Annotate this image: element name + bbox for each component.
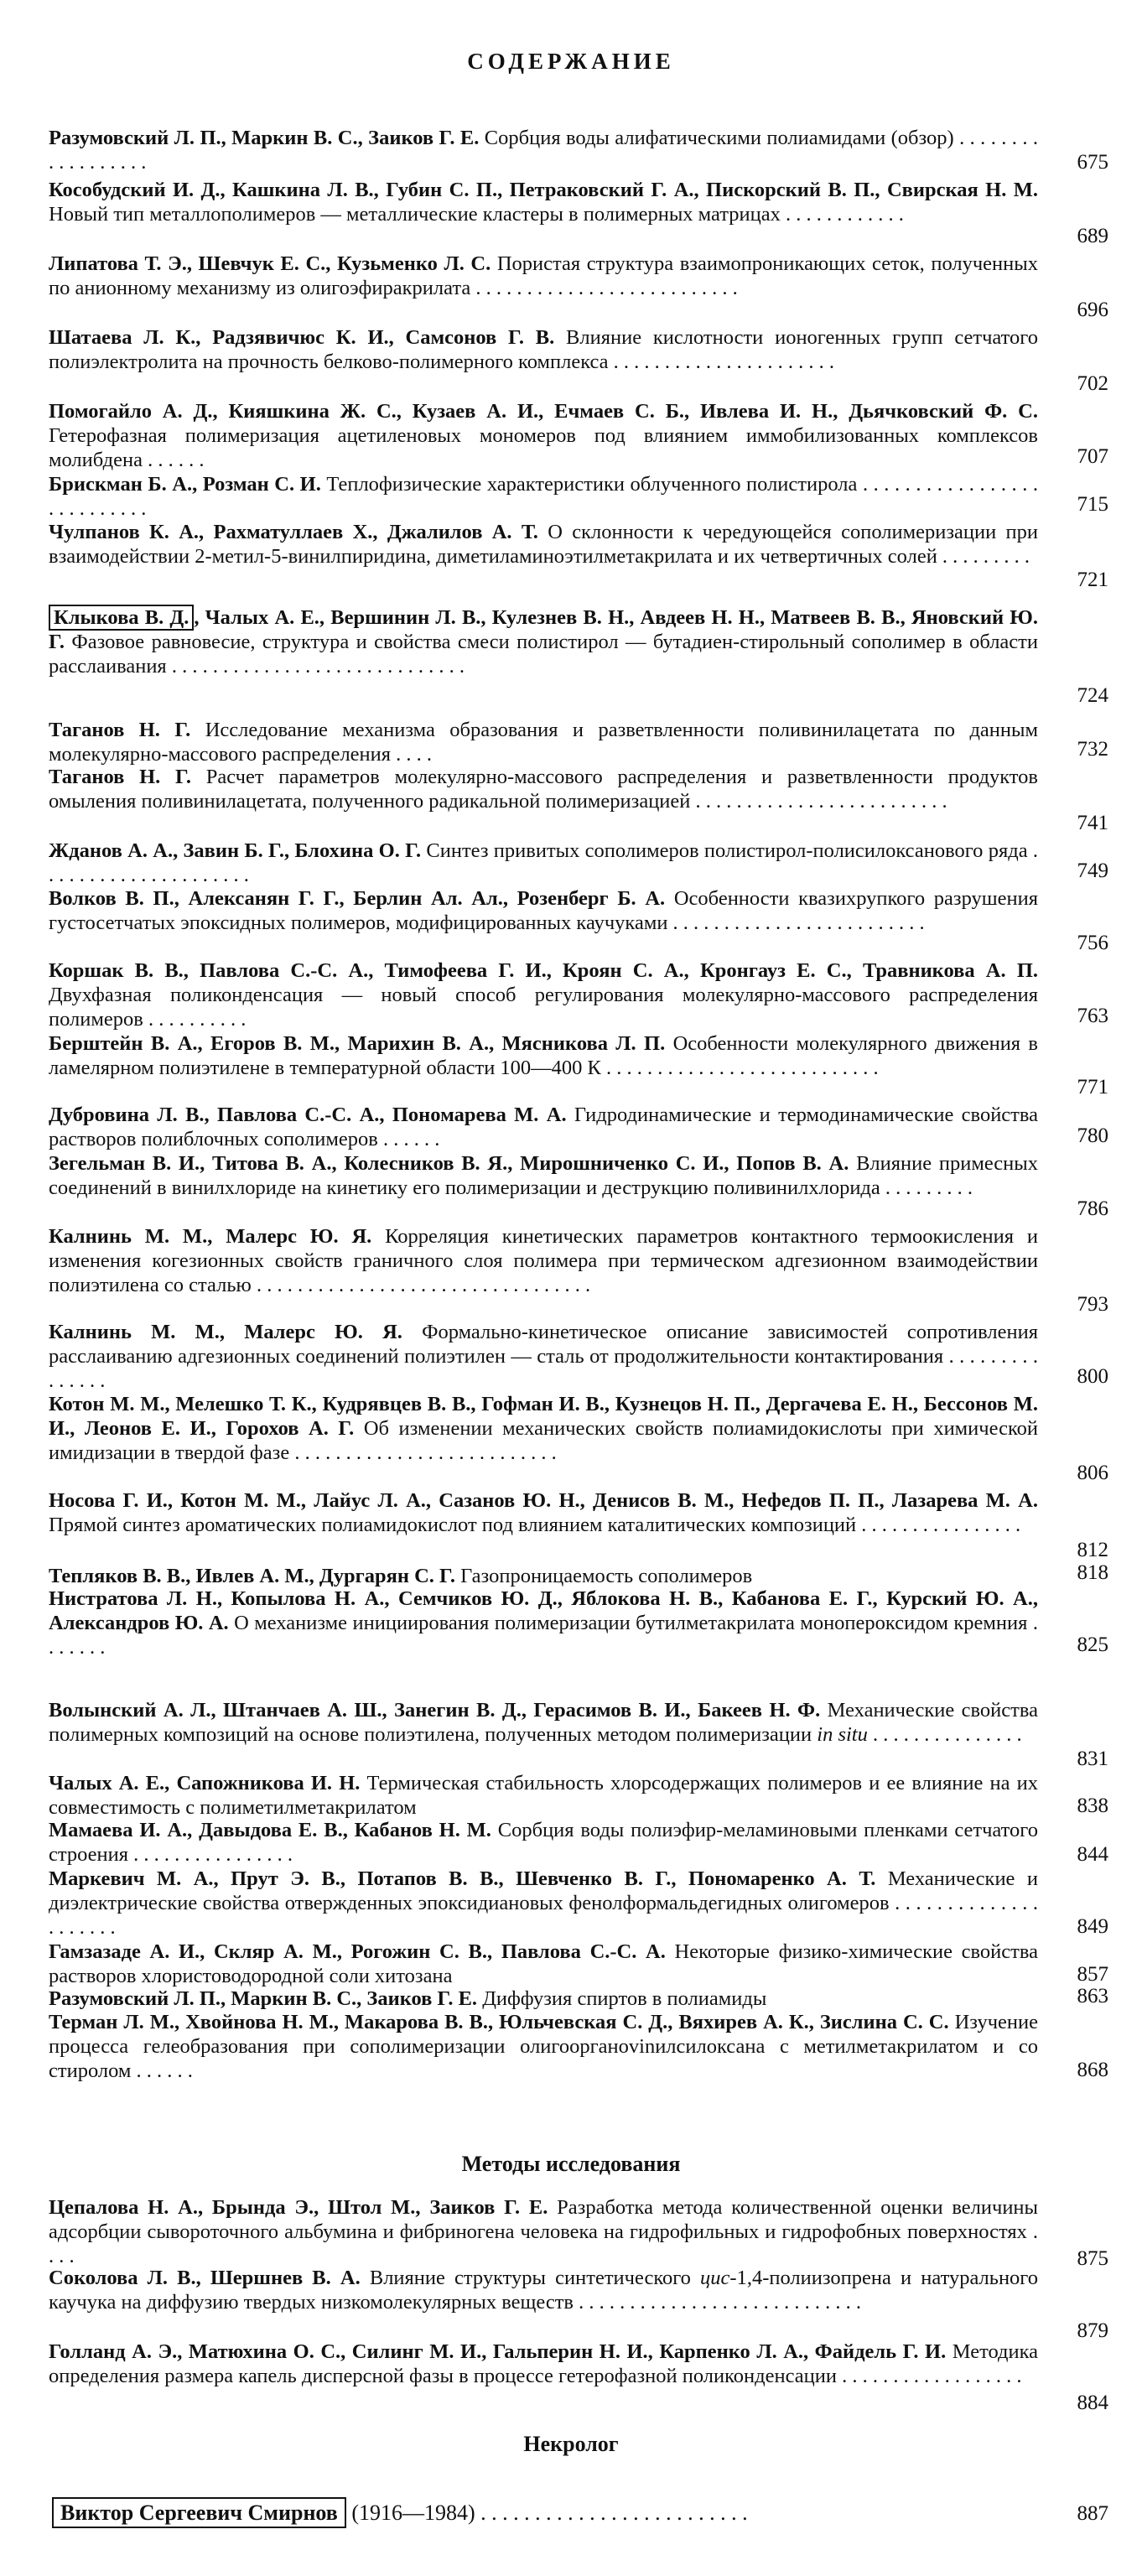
entry-authors: Носова Г. И., Котон М. М., Лайус Л. А., Сазанов Ю. Н., Денисов В. М., Нефедов П. П., Лазарева М. А.: [49, 1489, 1038, 1512]
entry-page-number: 732: [1077, 738, 1108, 761]
entry-page-number: 702: [1077, 372, 1108, 395]
section-heading-methods: Методы исследования: [461, 2152, 681, 2176]
entry-authors: Таганов Н. Г.: [49, 766, 191, 788]
toc-entry: [49, 2340, 1038, 2388]
obituary-name: Виктор Сергеевич Смирнов: [52, 2497, 346, 2528]
entry-authors: Разумовский Л. П., Маркин В. С., Заиков Г. Е.: [49, 127, 480, 149]
entry-title: О механизме инициирования полимеризации бутилметакрилата монопероксидом кремния . . . . . . .: [49, 1612, 1038, 1659]
entry-authors-boxed: Клыкова В. Д.: [49, 605, 194, 631]
entry-authors: Мамаева И. А., Давыдова Е. В., Кабанов Н. М.: [49, 1819, 491, 1841]
obituary-page: 887: [1077, 2502, 1108, 2525]
entry-title-italic: цис: [700, 2267, 730, 2289]
entry-page-number: 786: [1077, 1197, 1108, 1220]
entry-page-number: 825: [1077, 1633, 1108, 1656]
entry-authors: Жданов А. А., Завин Б. Г., Блохина О. Г.: [49, 839, 422, 862]
toc-entry: [49, 1224, 1038, 1297]
toc-entry: [49, 605, 1038, 678]
entry-authors: , Чалых А. Е., Вершинин Л. В., Кулезнев В. Н., Авдеев Н. Н., Матвеев В. В., Яновский Ю. Г.: [49, 606, 1039, 653]
toc-entry: [49, 718, 1038, 766]
entry-authors: Калнинь М. М., Малерс Ю. Я.: [49, 1225, 372, 1248]
entry-title: Исследование механизма образования и разветвленности поливинилацетата по данным молекулярно-массового распределения . . . .: [49, 719, 1038, 766]
toc-entry: [49, 1488, 1038, 1537]
toc-entry: [49, 958, 1038, 1031]
entry-title: Гетерофазная полимеризация ацетиленовых мономеров под влиянием иммобилизованных комплексов молибдена . . . . . .: [49, 424, 1038, 471]
entry-title: Некоторые физико-химические свойства растворов хлористоводородной соли хитозана: [49, 1940, 1038, 1987]
entry-page-number: 763: [1077, 1005, 1108, 1027]
toc-entry: [49, 2195, 1038, 2268]
entry-title: Корреляция кинетических параметров контактного термоокисления и изменения когезионных свойств граничного слоя полимера при термическом адгезионном взаимодействии полиэтилена со сталью . . . . . . . . . . . . . . . . . . . . . . . . . . . . . . . . .: [49, 1225, 1038, 1296]
toc-entry: [49, 252, 1038, 300]
entry-page-number: 831: [1077, 1748, 1108, 1770]
toc-entry: [49, 399, 1038, 472]
toc-entry: [49, 126, 1038, 174]
obituary-years: (1916—1984) . . . . . . . . . . . . . . . . . . . . . . . . .: [351, 2501, 748, 2525]
toc-entry: [49, 1771, 1038, 1820]
toc-entry: [49, 1818, 1038, 1867]
entry-page-number: 771: [1077, 1076, 1108, 1098]
entry-authors: Голланд А. Э., Матюхина О. С., Силинг М. И., Гальперин Н. И., Карпенко Л. А., Файдель Г. И.: [49, 2340, 947, 2363]
entry-title: Изучение процесса гелеобразования при сополимеризации олигоорганоvinилсилоксана с метилметакрилатом и со стиролом . . . . . .: [49, 2011, 1039, 2082]
toc-entry: [49, 325, 1038, 374]
entry-page-number: 838: [1077, 1794, 1108, 1817]
entry-title: Гидродинамические и термодинамические свойства растворов полиблочных сополимеров . . . . . .: [49, 1104, 1038, 1150]
entry-authors: Дубровина Л. В., Павлова С.-С. А., Пономарева М. А.: [49, 1104, 567, 1126]
toc-entry: [49, 520, 1038, 569]
entry-page-number: 707: [1077, 445, 1108, 468]
entry-authors: Маркевич М. А., Прут Э. В., Потапов В. В., Шевченко В. Г., Пономаренко А. Т.: [49, 1867, 876, 1890]
entry-page-number: 721: [1077, 569, 1108, 591]
toc-entry: [49, 1151, 1038, 1200]
entry-authors: Нистратова Л. Н., Копылова Н. А., Семчиков Ю. Д., Яблокова Н. В., Кабанова Е. Г., Курский Ю. А., Александров Ю. А.: [49, 1587, 1038, 1634]
entry-page-number: 857: [1077, 1963, 1108, 1986]
entry-title: Фазовое равновесие, структура и свойства смеси полистирол — бутадиен-стирольный сополимер в области расслаивания . . . . . . . . . . . . . . . . . . . . . . . . . . . . .: [49, 631, 1038, 678]
toc-entry: [49, 1867, 1038, 1940]
toc-entry: [49, 1320, 1038, 1393]
entry-page-number: 675: [1077, 151, 1108, 174]
entry-page-number: 696: [1077, 299, 1108, 321]
entry-title: Формально-кинетическое описание зависимостей сопротивления расслаиванию адгезионных соединений полиэтилен — сталь от продолжительности контактирования . . . . . . . . . . . . . . .: [49, 1321, 1038, 1392]
entry-title: Методика определения размера капель дисперсной фазы в процессе гетерофазной поликонденсации . . . . . . . . . . . . . . . . . .: [49, 2340, 1039, 2387]
entry-authors: Брискман Б. А., Розман С. И.: [49, 473, 321, 496]
entry-title: Механические и диэлектрические свойства отвержденных эпоксидиановых фенолформальдегидных олигомеров . . . . . . . . . . . . . . . . . . . . .: [49, 1867, 1038, 1939]
entry-page-number: 868: [1077, 2059, 1108, 2081]
entry-title: Диффузия спиртов в полиамиды: [477, 1987, 767, 2010]
entry-authors: Шатаева Л. К., Радзявичюс К. И., Самсонов Г. В.: [49, 326, 555, 349]
toc-entry: [49, 472, 1038, 521]
entry-page-number: 844: [1077, 1843, 1108, 1866]
entry-authors: Зегельман В. И., Титова В. А., Колесников В. Я., Мирошниченко С. И., Попов В. А.: [49, 1152, 849, 1175]
entry-title: Новый тип металлополимеров — металлические кластеры в полимерных матрицах . . . . . . . . . . . .: [49, 203, 904, 226]
entry-title: Влияние примесных соединений в винилхлориде на кинетику его полимеризации и деструкцию поливинилхлорида . . . . . . . . .: [49, 1152, 1039, 1199]
entry-authors: Берштейн В. А., Егоров В. М., Марихин В. А., Мясникова Л. П.: [49, 1032, 666, 1055]
toc-entry: [49, 1587, 1038, 1659]
entry-title: Двухфазная поликонденсация — новый способ регулирования молекулярно-массового распределения полимеров . . . . . . . . . .: [49, 984, 1038, 1031]
page-title: СОДЕРЖАНИЕ: [467, 49, 675, 74]
entry-title: О склонности к чередующейся сополимеризации при взаимодействии 2-метил-5-винилпиридина, диметиламиноэтилметакрилата и их четвертичных солей . . . . . . . . .: [49, 521, 1038, 568]
entry-authors: Таганов Н. Г.: [49, 719, 191, 741]
entry-page-number: 879: [1077, 2319, 1108, 2342]
section-heading-obituary: Некролог: [523, 2432, 619, 2456]
entry-authors: Чалых А. Е., Сапожникова И. Н.: [49, 1772, 361, 1794]
entry-title-italic: in situ: [817, 1723, 868, 1746]
entry-title-end: -1,4-полиизопрена и натурального каучука на диффузию твердых низкомолекулярных веществ . . . . . . . . . . . . . . . . . . . . . . . . . . . .: [49, 2267, 1038, 2314]
toc-entry: [49, 1564, 1038, 1588]
entry-authors: Калнинь М. М., Малерс Ю. Я.: [49, 1321, 402, 1343]
entry-page-number: 818: [1077, 1561, 1108, 1584]
obituary-entry: [52, 2501, 748, 2526]
entry-page-number: 875: [1077, 2247, 1108, 2270]
entry-authors: Гамзазаде А. И., Скляр А. М., Рогожин С. В., Павлова С.-С. А.: [49, 1940, 666, 1963]
entry-page-number: 780: [1077, 1124, 1108, 1147]
entry-authors: Кособудский И. Д., Кашкина Л. В., Губин С. П., Петраковский Г. А., Пискорский В. П., Свирская Н. М.: [49, 179, 1038, 201]
entry-title: Механические свойства полимерных композиций на основе полиэтилена, полученных методом полимеризации: [49, 1699, 1038, 1746]
entry-title: Газопроницаемость сополимеров: [455, 1565, 753, 1587]
entry-page-number: 800: [1077, 1365, 1108, 1388]
entry-title: Влияние структуры синтетического: [360, 2267, 701, 2289]
toc-entry: [49, 2010, 1038, 2083]
toc-entry: [49, 1392, 1038, 1465]
entry-title: Влияние кислотности ионогенных групп сетчатого полиэлектролита на прочность белково-полимерного комплекса . . . . . . . . . . . . . . . . . . . . . .: [49, 326, 1038, 373]
entry-title: Сорбция воды алифатическими полиамидами (обзор) . . . . . . . . . . . . . . . . . .: [49, 127, 1038, 174]
toc-entry: [49, 178, 1038, 226]
entry-authors: Терман Л. М., Хвойнова Н. М., Макарова В. В., Юльчевская С. Д., Вяхирев А. К., Зислина С. С.: [49, 2011, 949, 2033]
entry-page-number: 689: [1077, 225, 1108, 247]
toc-entry: [49, 1031, 1038, 1080]
entry-authors: Цепалова Н. А., Брында Э., Штол М., Заиков Г. Е.: [49, 2196, 548, 2219]
entry-title: Термическая стабильность хлорсодержащих полимеров и ее влияние на их совместимость с полиметилметакрилатом: [49, 1772, 1038, 1819]
entry-title: Синтез привитых сополимеров полистирол-полисилоксанового ряда . . . . . . . . . . . . . . . . . . . . .: [49, 839, 1038, 886]
entry-title: Прямой синтез ароматических полиамидокислот под влиянием каталитических композиций . . . . . . . . . . . . . . . .: [49, 1514, 1021, 1536]
entry-title: Особенности квазихрупкого разрушения густосетчатых эпоксидных полимеров, модифицированных каучуками . . . . . . . . . . . . . . . . . . . . . . . . .: [49, 887, 1038, 934]
entry-authors: Липатова Т. Э., Шевчук Е. С., Кузьменко Л. С.: [49, 252, 491, 275]
entry-page-number: 756: [1077, 932, 1108, 954]
entry-title: Разработка метода количественной оценки величины адсорбции сывороточного альбумина и фибриногена человека на гидрофильных и гидрофобных поверхностях . . . .: [49, 2196, 1039, 2267]
entry-authors: Помогайло А. Д., Кияшкина Ж. С., Кузаев А. И., Ечмаев С. Б., Ивлева И. Н., Дьячковский Ф. С.: [49, 400, 1038, 423]
entry-page-number: 793: [1077, 1293, 1108, 1316]
entry-page-number: 715: [1077, 493, 1108, 516]
entry-title: Теплофизические характеристики облученного полистирола . . . . . . . . . . . . . . . . . . . . . . . . . . .: [49, 473, 1039, 520]
entry-authors: Коршак В. В., Павлова С.-С. А., Тимофеева Г. И., Кроян С. А., Кронгауз Е. С., Травникова А. П.: [49, 959, 1038, 982]
entry-title: Сорбция воды полиэфир-меламиновыми пленками сетчатого строения . . . . . . . . . . . . . . . .: [49, 1819, 1038, 1866]
toc-entry: [49, 839, 1038, 887]
entry-title: Особенности молекулярного движения в ламелярном полиэтилене в температурной области 100—400 К . . . . . . . . . . . . . . . . . . . . . . . . . . .: [49, 1032, 1038, 1079]
entry-authors: Котон М. М., Мелешко Т. К., Кудрявцев В. В., Гофман И. В., Кузнецов Н. П., Дергачева Е. Н., Бессонов М. И., Леонов Е. И., Горохов А. Г.: [49, 1393, 1038, 1440]
toc-entry: [49, 1940, 1038, 1988]
entry-page-number: 863: [1077, 1985, 1108, 2007]
toc-entry: [49, 765, 1038, 813]
toc-entry: [49, 1103, 1038, 1151]
entry-page-number: 806: [1077, 1462, 1108, 1484]
entry-authors: Тепляков В. В., Ивлев А. М., Дургарян С. Г.: [49, 1565, 455, 1587]
entry-authors: Разумовский Л. П., Маркин В. С., Заиков Г. Е.: [49, 1987, 478, 2010]
entry-page-number: 741: [1077, 812, 1108, 834]
toc-entry: [49, 2266, 1038, 2314]
toc-entry: [49, 886, 1038, 935]
entry-authors: Соколова Л. В., Шершнев В. А.: [49, 2267, 361, 2289]
entry-page-number: 849: [1077, 1915, 1108, 1938]
entry-page-number: 884: [1077, 2392, 1108, 2414]
toc-entry: [49, 1987, 1038, 2011]
entry-title: Об изменении механических свойств полиамидокислоты при химической имидизации в твердой фазе . . . . . . . . . . . . . . . . . . . . . . . . . .: [49, 1417, 1038, 1464]
entry-page-number: 749: [1077, 860, 1108, 882]
entry-title: Расчет параметров молекулярно-массового распределения и разветвленности продуктов омыления поливинилацетата, полученного радикальной полимеризацией . . . . . . . . . . . . . . . . . . . . . . . . .: [49, 766, 1038, 813]
entry-page-number: 724: [1077, 684, 1108, 707]
entry-authors: Волков В. П., Алексанян Г. Г., Берлин Ал. Ал., Розенберг Б. А.: [49, 887, 666, 910]
entry-authors: Волынский А. Л., Штанчаев А. Ш., Занегин В. Д., Герасимов В. И., Бакеев Н. Ф.: [49, 1699, 821, 1722]
entry-title-end: . . . . . . . . . . . . . . .: [867, 1723, 1022, 1746]
entry-page-number: 812: [1077, 1539, 1108, 1561]
entry-authors: Чулпанов К. А., Рахматуллаев Х., Джалилов А. Т.: [49, 521, 538, 543]
toc-entry: [49, 1698, 1038, 1747]
entry-title: Пористая структура взаимопроникающих сеток, полученных по анионному механизму из олигоэфиракрилата . . . . . . . . . . . . . . . . . . . . . . . . . .: [49, 252, 1038, 299]
